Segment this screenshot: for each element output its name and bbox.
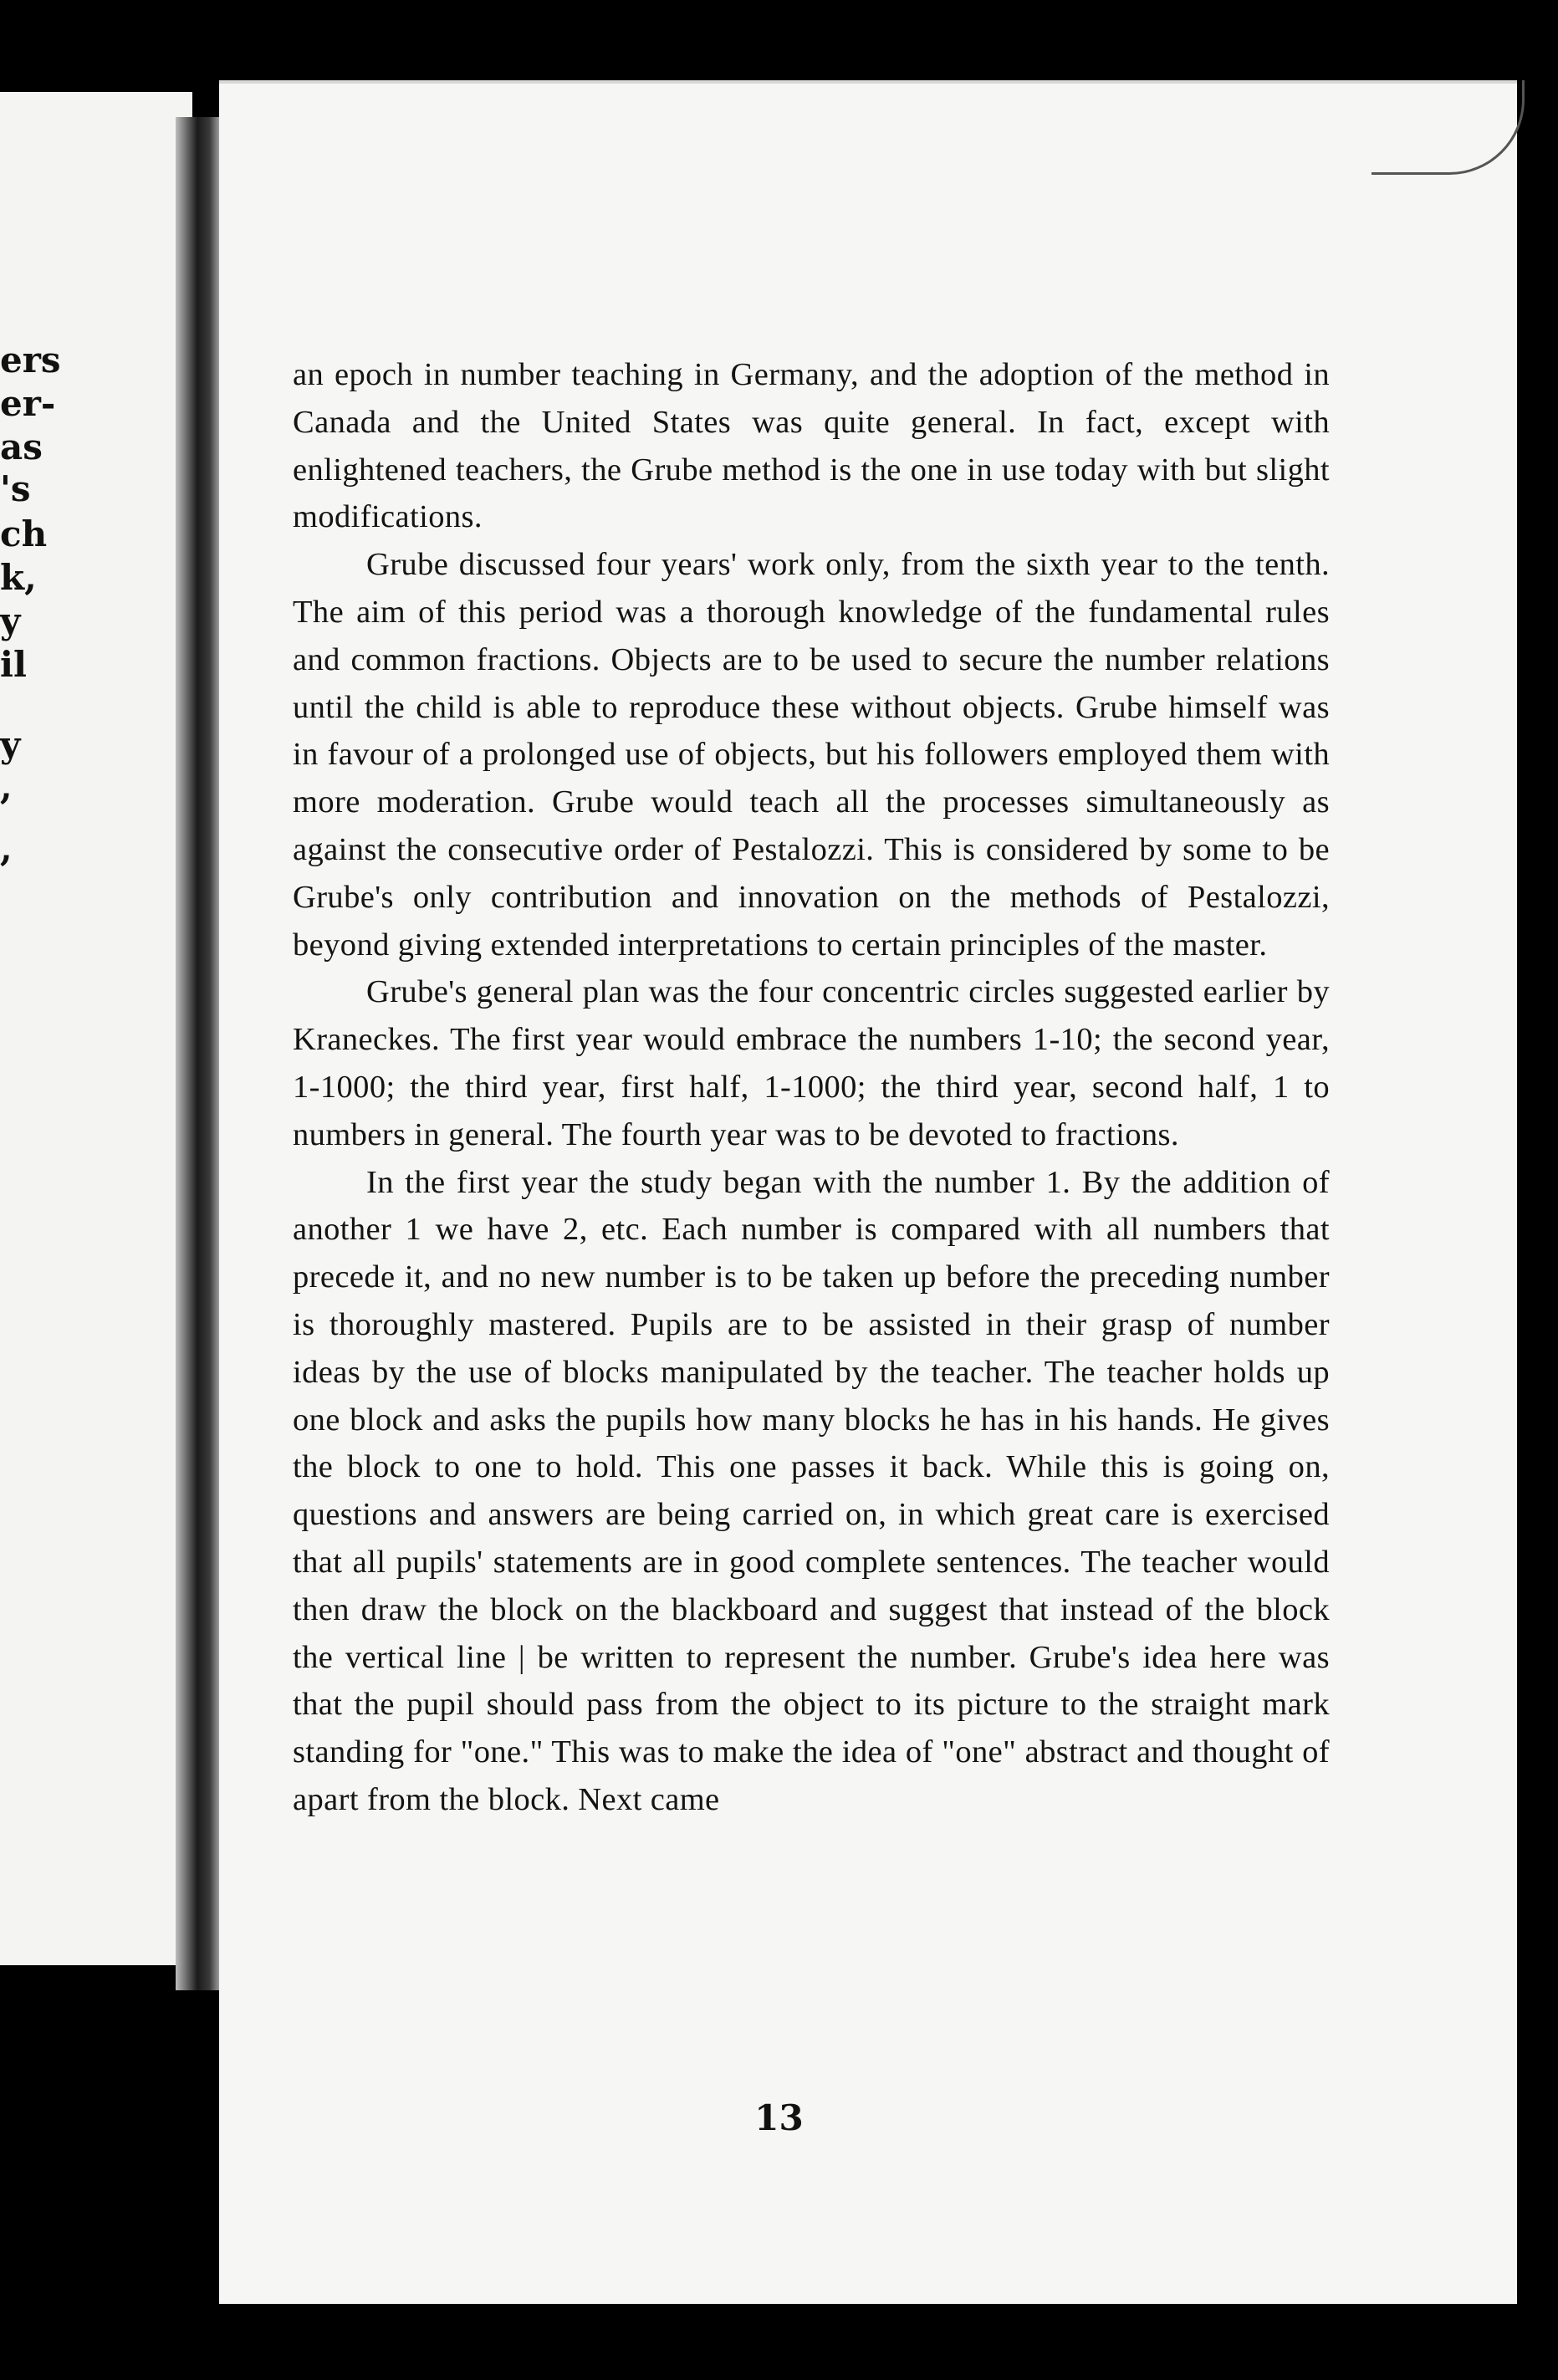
paragraph: Grube discussed four years' work only, from the sixth year to the tenth. The aim of this period was a thorough knowledge of the fundamental rules and common fractions. Objects are to be used to secure the number relations until the child is able to reproduce these without objects. Grube himself was in favour of a prolonged use of objects, but his followers employed them with more moderation. Grube would teach all the processes simultaneously as against the consecutive order of Pestalozzi. This is considered by some to be Grube's only contribution and innovation on the methods of Pestalozzi, beyond giving extended interpretations to certain principles of the master. bbox=[293, 547, 1330, 963]
left-fragment: il bbox=[0, 644, 27, 685]
left-fragment: k, bbox=[0, 557, 37, 598]
left-fragment: er- bbox=[0, 383, 56, 424]
left-fragment: y bbox=[0, 724, 21, 765]
paragraph: In the first year the study began with the number 1. By the addition of another 1 we have 2, etc. Each number is compared with all numbers that precede it, and no new number is to be taken up before the preceding number is thoroughly mastered. Pupils are to be assisted in their grasp of number ideas by the use of blocks manipulated by the teacher. The teacher holds up one block and asks the pupils how many blocks he has in his hands. He gives the block to one to hold. This one passes it back. While this is going on, questions and answers are being carried on, in which great care is exercised that all pupils' statements are in good complete sentences. The teacher would then draw the block on the blackboard and suggest that instead of the block the vertical line | be written to represent the number. Grube's idea here was that the pupil should pass from the object to its picture to the straight mark standing for "one." This was to make the idea of "one" abstract and thought of apart from the block. Next came bbox=[293, 1164, 1330, 1817]
left-page-edge bbox=[0, 92, 192, 1965]
left-fragment: ers bbox=[0, 340, 61, 380]
left-fragment: , bbox=[0, 766, 13, 807]
left-fragment: y bbox=[0, 600, 21, 641]
left-fragment: as bbox=[0, 426, 43, 467]
paragraph: Grube's general plan was the four concentric circles suggested earlier by Kraneckes. The first year would embrace the numbers 1-10; the second year, 1-1000; the third year, first half, 1-1000; the third year, second half, 1 to numbers in general. The fourth year was to be devoted to fractions. bbox=[293, 974, 1330, 1152]
page-body-text bbox=[293, 351, 1330, 1824]
book-gutter bbox=[176, 117, 224, 1990]
left-fragment: 's bbox=[0, 468, 31, 509]
left-fragment: , bbox=[0, 828, 13, 869]
left-fragment: ch bbox=[0, 513, 48, 554]
page-number: 13 bbox=[754, 2097, 804, 2138]
paragraph: an epoch in number teaching in Germany, and the adoption of the method in Canada and the United States was quite general. In fact, except with enlightened teachers, the Grube method is the one in use today with but slight modifications. bbox=[293, 357, 1330, 535]
